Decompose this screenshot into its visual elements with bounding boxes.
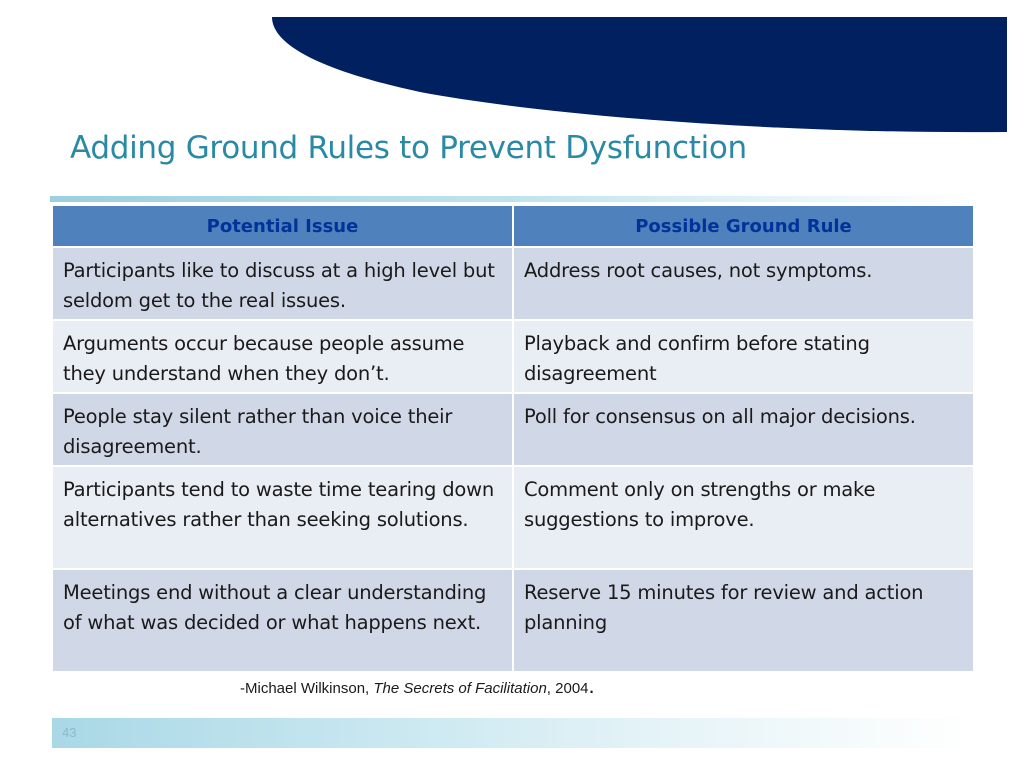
issue-cell: Participants tend to waste time tearing down alternatives rather than seeking solutions.	[52, 466, 513, 569]
issue-cell: Participants like to discuss at a high level but seldom get to the real issues.	[52, 247, 513, 320]
slide-number: 43	[62, 725, 77, 740]
ground-rule-cell: Address root causes, not symptoms.	[513, 247, 974, 320]
column-header-possible-ground-rule: Possible Ground Rule	[513, 205, 974, 247]
citation	[240, 673, 595, 698]
footer-bar	[52, 718, 972, 748]
ground-rules-table	[51, 204, 975, 673]
ground-rule-cell: Comment only on strengths or make suggestions to improve.	[513, 466, 974, 569]
column-header-potential-issue: Potential Issue	[52, 205, 513, 247]
table-row	[52, 569, 974, 672]
ground-rule-cell: Reserve 15 minutes for review and action planning	[513, 569, 974, 672]
table-row	[52, 320, 974, 393]
citation-book-title: The Secrets of Facilitation	[373, 680, 547, 697]
issue-cell: People stay silent rather than voice their disagreement.	[52, 393, 513, 466]
slide-title: Adding Ground Rules to Prevent Dysfunction	[70, 130, 747, 166]
issue-cell: Meetings end without a clear understanding of what was decided or what happens next.	[52, 569, 513, 672]
ground-rule-cell: Poll for consensus on all major decisions.	[513, 393, 974, 466]
ground-rule-cell: Playback and confirm before stating disagreement	[513, 320, 974, 393]
title-underline	[50, 196, 974, 202]
citation-period: .	[588, 673, 595, 698]
table-row	[52, 466, 974, 569]
citation-year: , 2004	[546, 680, 589, 697]
citation-author: -Michael Wilkinson,	[240, 680, 374, 697]
table-header-row	[52, 205, 974, 247]
table-row	[52, 247, 974, 320]
table-row	[52, 393, 974, 466]
issue-cell: Arguments occur because people assume they understand when they don’t.	[52, 320, 513, 393]
navy-swoosh-decoration	[0, 0, 1024, 140]
